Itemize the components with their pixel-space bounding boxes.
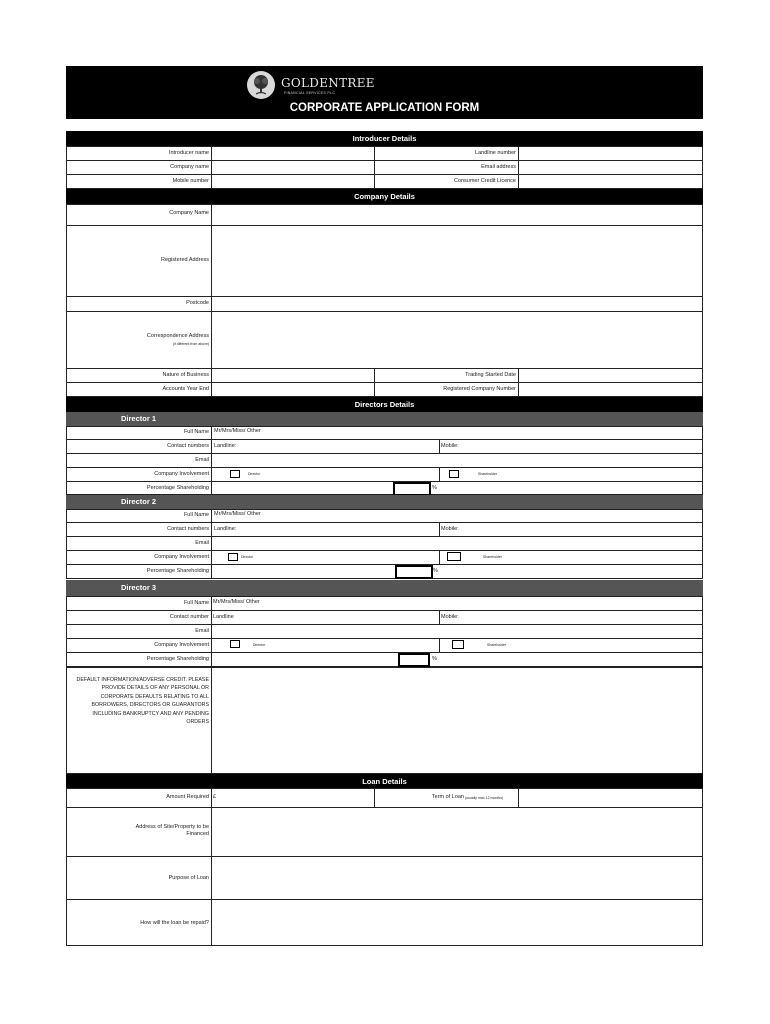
company-name-field[interactable] [212, 161, 373, 174]
director-3-header: Director 3 [66, 580, 703, 596]
full-name-title-options[interactable]: Mr/Mrs/Miss/ Other [213, 599, 260, 605]
email-label: Email [195, 457, 209, 463]
shareholder-option-label: Shareholder [483, 555, 503, 559]
row-divider [66, 652, 703, 653]
introducer-name-field[interactable] [212, 147, 373, 160]
currency-symbol: £ [213, 794, 217, 800]
percentage-shareholding-label: Percentage Shareholding [146, 568, 209, 574]
director-1-header: Director 1 [66, 412, 703, 426]
contact-numbers-label: Contact numbers [167, 526, 209, 532]
landline-number-label: Landline number [475, 150, 516, 156]
email-label: Email [195, 628, 209, 634]
mobile-field[interactable]: Mobile: [441, 614, 459, 620]
mobile-number-field[interactable] [212, 175, 373, 188]
row-divider [66, 481, 703, 482]
director-option-label: Director [241, 555, 254, 559]
mobile-number-label: Mobile number [172, 178, 209, 184]
shareholder-checkbox[interactable] [447, 552, 461, 561]
column-divider [439, 610, 440, 624]
site-address-label: Address of Site/Property to be Financed [135, 824, 209, 838]
amount-required-field[interactable] [220, 789, 373, 807]
column-divider [439, 638, 440, 652]
trading-started-date-label: Trading Started Date [465, 372, 516, 378]
director-checkbox[interactable] [230, 640, 240, 648]
director-option-label: Director [248, 472, 261, 476]
brand-name: GOLDENTREE [281, 76, 375, 90]
nature-of-business-label: Nature of Business [162, 372, 209, 378]
full-name-title-options[interactable]: Mr/Mrs/Miss/ Other [214, 428, 261, 434]
mobile-field[interactable]: Mobile: [441, 443, 459, 449]
brand-subtitle: FINANCIAL SERVICES PLC [284, 91, 336, 95]
director-2-header: Director 2 [66, 495, 703, 509]
landline-field[interactable]: Landline [213, 614, 234, 620]
percent-sign: % [432, 656, 437, 662]
term-of-loan-label: Term of Loan [431, 794, 464, 800]
email-address-label: Email address [481, 164, 516, 170]
trading-started-date-field[interactable] [519, 369, 702, 382]
postcode-label: Postcode [186, 300, 209, 306]
row-divider [66, 522, 703, 523]
loan-section-header: Loan Details [66, 774, 703, 789]
percentage-input[interactable] [393, 482, 431, 496]
percent-sign: % [432, 485, 437, 491]
shareholder-checkbox[interactable] [449, 470, 459, 478]
column-divider [439, 467, 440, 481]
introducer-section-header: Introducer Details [66, 131, 703, 146]
percentage-shareholding-label: Percentage Shareholding [146, 485, 209, 491]
column-divider [374, 146, 375, 189]
director-option-label: Director [253, 643, 266, 647]
full-name-label: Full Name [183, 512, 209, 518]
full-name-title-options[interactable]: Mr/Mrs/Miss/ Other [214, 511, 261, 517]
introducer-name-label: Introducer name [168, 150, 209, 156]
column-divider [439, 522, 440, 536]
contact-numbers-label: Contact numbers [167, 443, 209, 449]
shareholder-checkbox[interactable] [452, 640, 464, 649]
company-involvement-label: Company Involvement [154, 554, 209, 560]
email-field[interactable] [212, 454, 702, 467]
shareholder-option-label: Shareholder [487, 643, 507, 647]
site-address-field[interactable] [212, 808, 702, 856]
company-involvement-label: Company Involvement [154, 471, 209, 477]
purpose-of-loan-label: Purpose of Loan [168, 875, 209, 881]
term-of-loan-field[interactable] [519, 789, 702, 807]
column-divider [439, 550, 440, 564]
accounts-year-end-label: Accounts Year End [162, 386, 209, 392]
postcode-field[interactable] [212, 297, 702, 311]
row-divider [66, 564, 703, 565]
director-checkbox[interactable] [228, 553, 238, 561]
consumer-credit-licence-field[interactable] [519, 175, 702, 188]
amount-required-label: Amount Required [166, 794, 209, 800]
full-name-label: Full Name [183, 429, 209, 435]
company-name-label: Company Name [169, 210, 209, 216]
row-divider [66, 467, 703, 468]
percentage-input[interactable] [395, 565, 433, 579]
email-field[interactable] [212, 625, 702, 638]
repayment-method-field[interactable] [212, 900, 702, 945]
consumer-credit-licence-label: Consumer Credit Licence [453, 178, 516, 184]
registered-address-label: Registered Address [161, 257, 209, 263]
email-field[interactable] [212, 537, 702, 550]
column-divider [439, 439, 440, 453]
percent-sign: % [433, 568, 438, 574]
purpose-of-loan-field[interactable] [212, 857, 702, 899]
directors-section-header: Directors Details [66, 397, 703, 412]
row-divider [66, 439, 703, 440]
correspondence-address-field[interactable] [212, 312, 702, 368]
tree-logo-icon [247, 71, 275, 99]
mobile-field[interactable]: Mobile: [441, 526, 459, 532]
default-information-label: DEFAULT INFORMATION/ADVERSE CREDIT. PLEASE PROVIDE DETAILS OF ANY PERSONAL OR CORPORATE DEFAULTS RELATING TO ALL BORROWERS, DIRECTORS OR GUARANTORS INCLUDING BANKRUPTCY AND ANY PENDING ORDERS [76, 677, 209, 726]
contact-number-label: Contact number [169, 614, 209, 620]
landline-field[interactable]: Landline: [214, 443, 237, 449]
company-section-header: Company Details [66, 189, 703, 204]
email-label: Email [195, 540, 209, 546]
nature-of-business-field[interactable] [212, 369, 373, 382]
row-divider [66, 550, 703, 551]
company-involvement-label: Company Involvement [154, 642, 209, 648]
default-information-field[interactable] [212, 668, 702, 773]
page-title: CORPORATE APPLICATION FORM [289, 102, 480, 114]
landline-field[interactable]: Landline: [214, 526, 237, 532]
column-divider [374, 368, 375, 397]
shareholder-option-label: Shareholder [478, 472, 498, 476]
term-of-loan-note: (usually max 12 months) [465, 795, 504, 800]
row-divider [66, 638, 703, 639]
email-address-field[interactable] [519, 161, 702, 174]
landline-number-field[interactable] [519, 147, 702, 160]
accounts-year-end-field[interactable] [212, 383, 373, 396]
percentage-input[interactable] [398, 653, 430, 667]
director-checkbox[interactable] [230, 470, 240, 478]
registered-company-number-field[interactable] [519, 383, 702, 396]
row-divider [66, 610, 703, 611]
percentage-shareholding-label: Percentage Shareholding [146, 656, 209, 662]
company-name-label: Company name [170, 164, 209, 170]
company-name-field[interactable] [212, 205, 702, 225]
repayment-method-label: How will the loan be repaid? [140, 920, 209, 926]
column-divider [374, 788, 375, 807]
correspondence-address-label: Correspondence Address [146, 333, 209, 339]
correspondence-note: (if different from above) [172, 342, 209, 346]
full-name-label: Full Name [183, 600, 209, 606]
registered-company-number-label: Registered Company Number [443, 386, 516, 392]
registered-address-field[interactable] [212, 226, 702, 296]
